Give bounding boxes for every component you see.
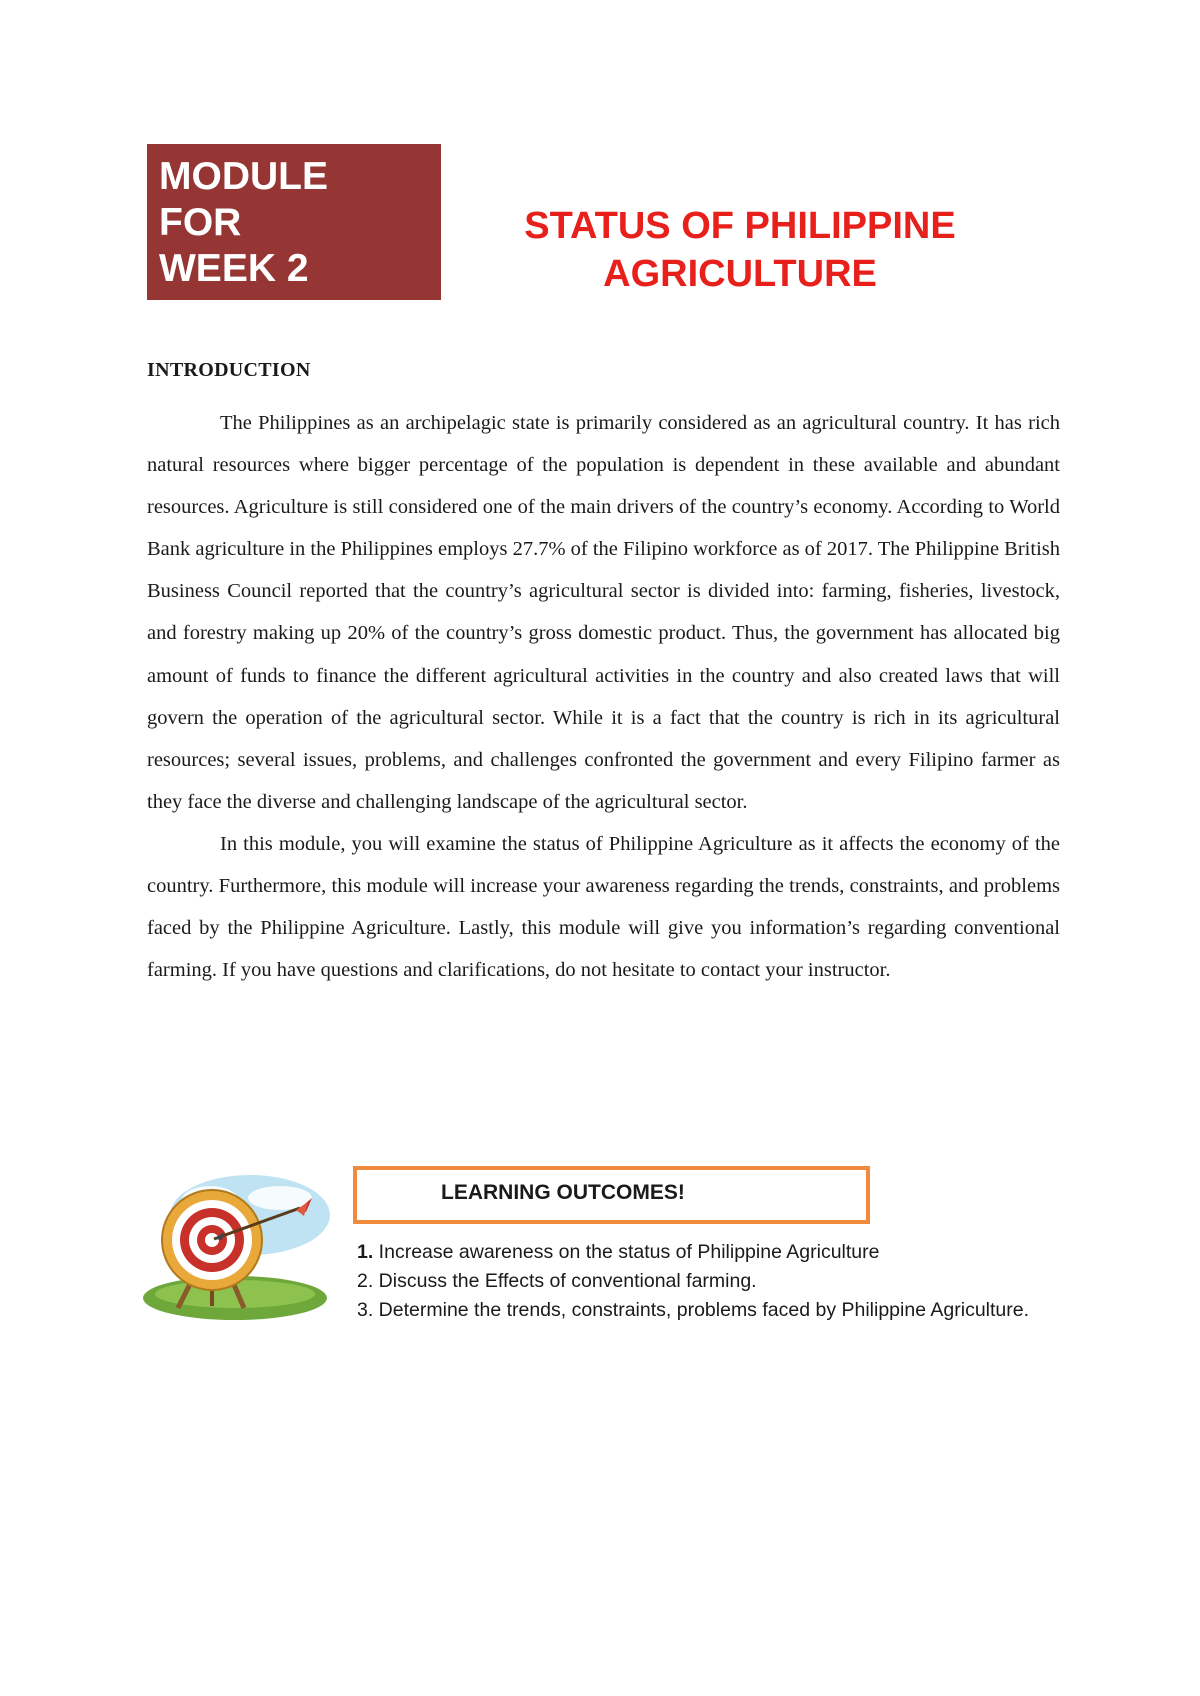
introduction-heading: INTRODUCTION (147, 359, 311, 381)
learning-outcomes-box (353, 1166, 870, 1224)
target-with-arrow-icon (140, 1170, 330, 1320)
list-item (357, 1238, 1029, 1267)
outcome-text: Determine the trends, constraints, problems faced by Philippine Agriculture. (373, 1299, 1030, 1321)
page-title (470, 202, 1010, 298)
outcome-text: Discuss the Effects of conventional farming. (373, 1270, 757, 1292)
introduction-paragraph: The Philippines as an archipelagic state is primarily considered as an agricultural country. It has rich natural resources where bigger percentage of the population is dependent in these available and abundant resources. Agriculture is still considered one of the main drivers of the country’s economy. According to World Bank agriculture in the Philippines employs 27.7% of the Filipino workforce as of 2017. The Philippine British Business Council reported that the country’s agricultural sector is divided into: farming, fisheries, livestock, and forestry making up 20% of the country’s gross domestic product. Thus, the government has allocated big amount of funds to finance the different agricultural activities in the country and also created laws that will govern the operation of the agricultural sector. While it is a fact that the country is rich in its agricultural resources; several issues, problems, and challenges confronted the government and every Filipino farmer as they face the diverse and challenging landscape of the agricultural sector. (147, 412, 1060, 813)
list-item (357, 1296, 1029, 1325)
outcome-number: 2. (357, 1270, 374, 1292)
outcome-text: Increase awareness on the status of Philippine Agriculture (373, 1241, 880, 1263)
outcome-number: 1. (357, 1241, 374, 1263)
learning-outcomes-list (357, 1238, 1029, 1325)
introduction-paragraph: In this module, you will examine the status of Philippine Agriculture as it affects the economy of the country. Furthermore, this module will increase your awareness regarding the trends, constraints, and problems faced by the Philippine Agriculture. Lastly, this module will give you information’s regarding conventional farming. If you have questions and clarifications, do not hesitate to contact your instructor. (147, 832, 1060, 982)
module-week-badge (147, 144, 441, 300)
outcome-number: 3. (357, 1299, 374, 1321)
page-title-line: STATUS OF PHILIPPINE (524, 205, 956, 247)
module-badge-line: MODULE (159, 155, 328, 198)
introduction-body (147, 402, 1060, 991)
list-item (357, 1267, 1029, 1296)
page-title-line: AGRICULTURE (603, 253, 877, 295)
learning-outcomes-heading: LEARNING OUTCOMES! (441, 1181, 685, 1204)
module-badge-line: FOR (159, 201, 242, 244)
module-badge-line: WEEK 2 (159, 247, 309, 290)
